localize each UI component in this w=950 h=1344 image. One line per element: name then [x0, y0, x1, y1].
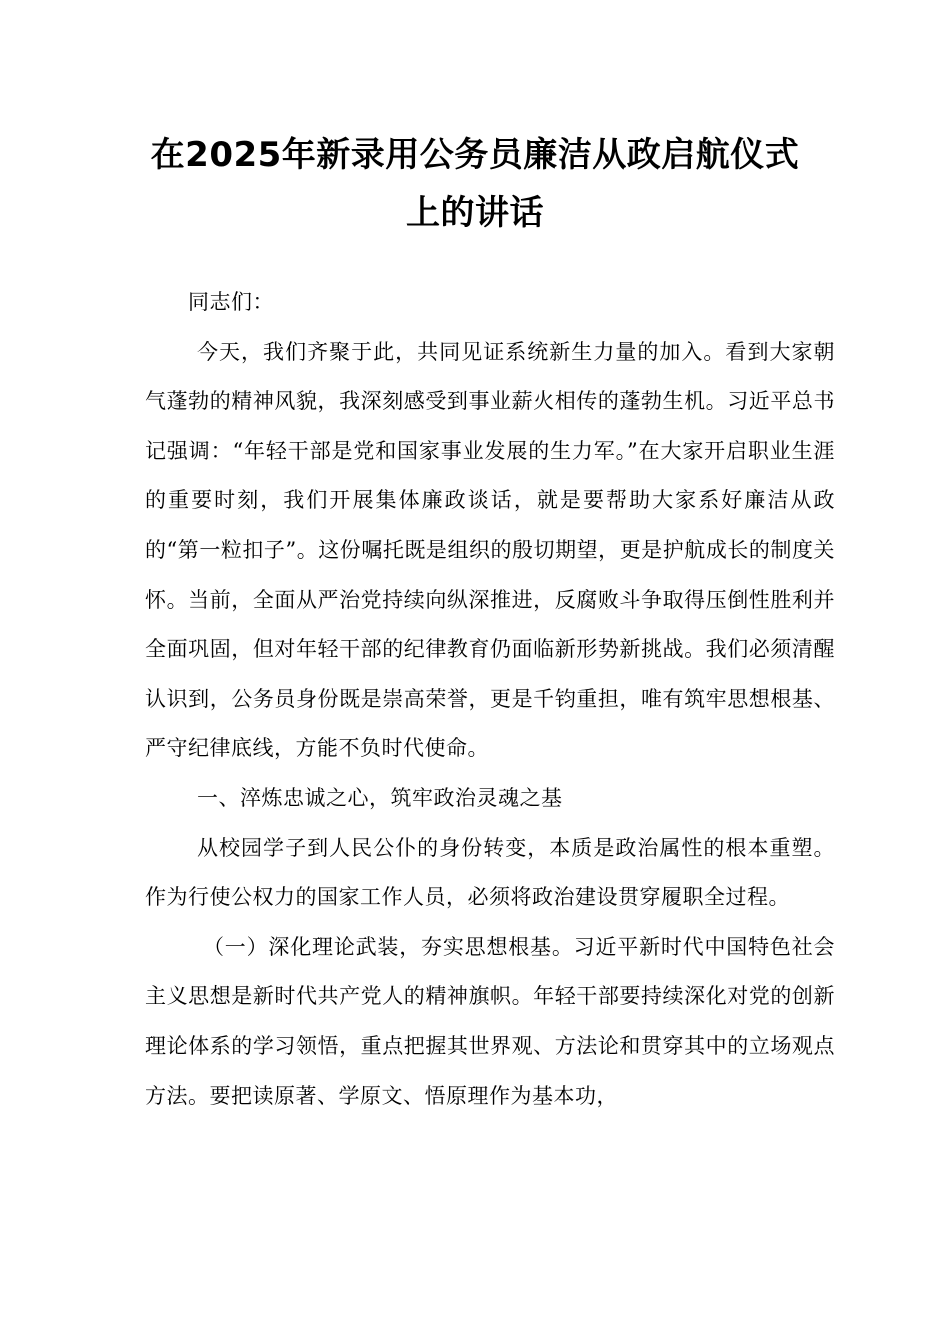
paragraph-subsection-1: （一）深化理论武装，夯实思想根基。习近平新时代中国特色社会主义思想是新时代共产党人的精神旗帜。年轻干部要持续深化对党的创新理论体系的学习领悟，重点把握其世界观、方法论和贯穿其中的立场观点方法。要把读原著、学原文、悟原理作为基本功，: [145, 934, 835, 1108]
document-body: [145, 278, 835, 1121]
section-heading-1: 一、淬炼忠诚之心，筑牢政治灵魂之基: [197, 785, 563, 810]
salutation: 同志们：: [188, 290, 274, 314]
title-line-2: 上的讲话: [406, 193, 544, 233]
paragraph-intro: 今天，我们齐聚于此，共同见证系统新生力量的加入。看到大家朝气蓬勃的精神风貌，我深刻感受到事业薪火相传的蓬勃生机。习近平总书记强调：“年轻干部是党和国家事业发展的生力军。”在大家开启职业生涯的重要时刻，我们开展集体廉政谈话，就是要帮助大家系好廉洁从政的“第一粒扣子”。这份嘱托既是组织的殷切期望，更是护航成长的制度关怀。当前，全面从严治党持续向纵深推进，反腐败斗争取得压倒性胜利并全面巩固，但对年轻干部的纪律教育仍面临新形势新挑战。我们必须清醒认识到，公务员身份既是崇高荣誉，更是千钧重担，唯有筑牢思想根基、严守纪律底线，方能不负时代使命。: [145, 339, 835, 761]
document-title: [140, 126, 810, 242]
title-line-1: 在2025年新录用公务员廉洁从政启航仪式: [150, 135, 800, 175]
paragraph-section-1: 从校园学子到人民公仆的身份转变，本质是政治属性的根本重塑。作为行使公权力的国家工作人员，必须将政治建设贯穿履职全过程。: [145, 835, 835, 910]
